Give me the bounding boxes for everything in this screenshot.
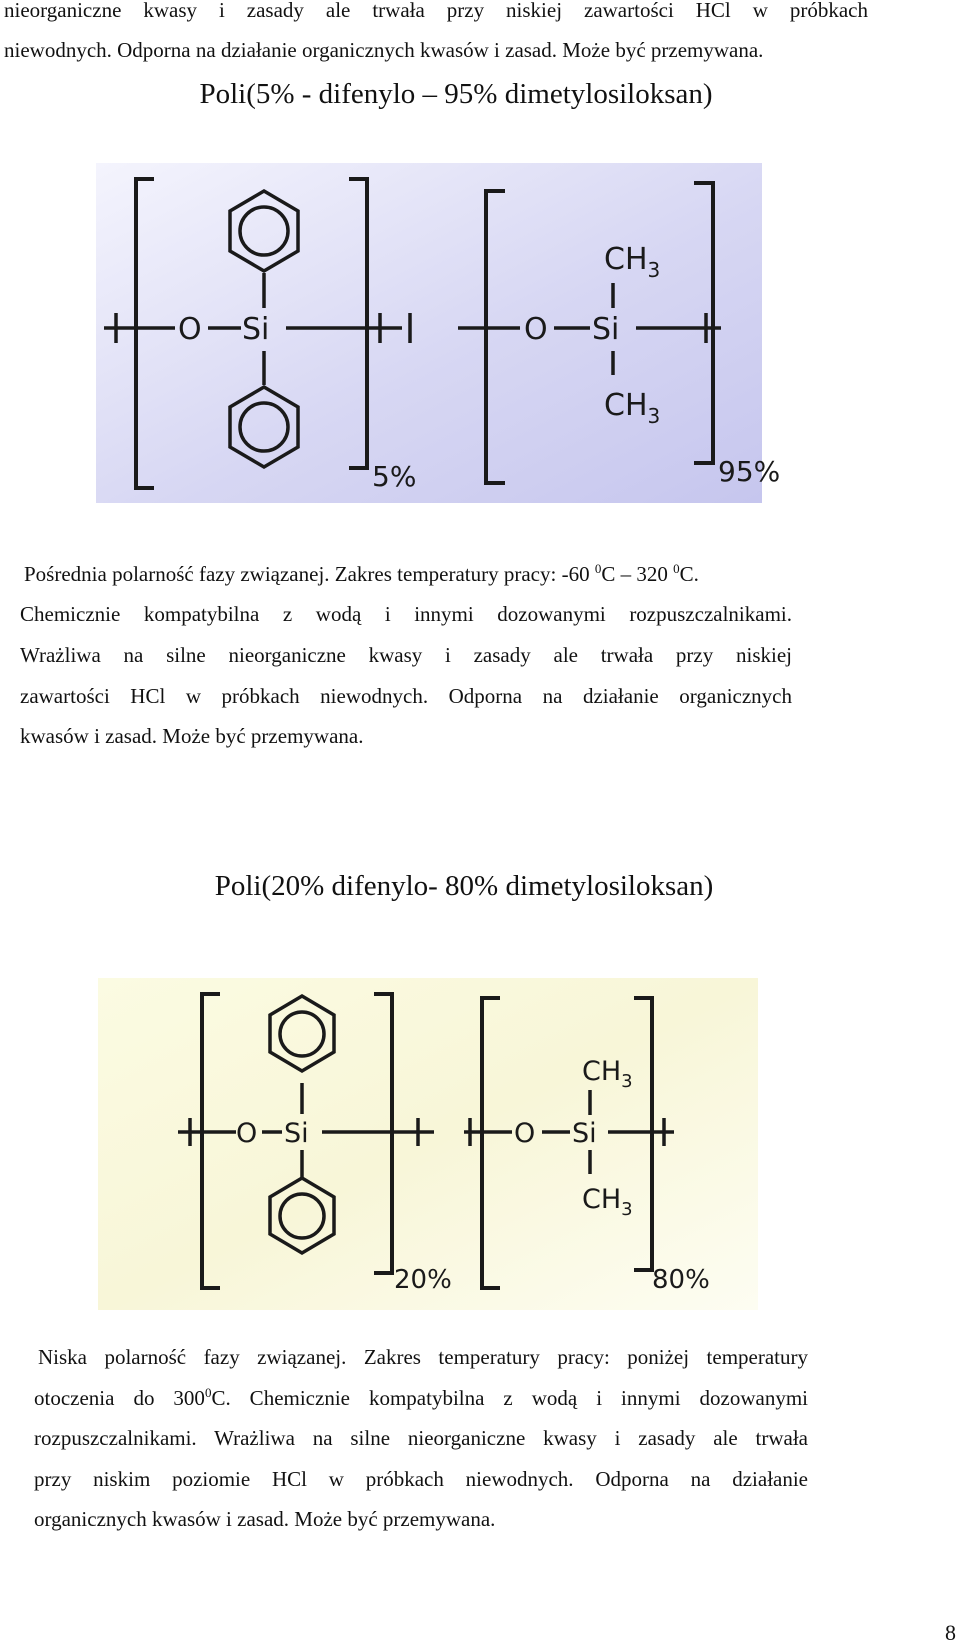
silicon-label: Si	[284, 1118, 309, 1149]
section1-desc-line-1: Pośrednia polarność fazy związanej. Zakres temperatury pracy: -60 $^0$C – 320 $^0$C.	[24, 561, 699, 586]
methyl-label: $CH_3$	[604, 242, 661, 282]
oxygen-label: O	[236, 1118, 258, 1149]
methyl-label: $CH_3$	[604, 388, 661, 428]
silicon-label: Si	[242, 312, 270, 347]
percent-label-methyl: 95%	[718, 455, 781, 488]
silicon-label: Si	[592, 312, 620, 347]
section1-title: Poli(5% - difenylo – 95% dimetylosiloksan)	[199, 78, 713, 110]
section2-title: Poli(20% difenylo- 80% dimetylosiloksan)	[214, 870, 714, 902]
percent-label-phenyl: 5%	[372, 460, 417, 493]
section2-desc-line-3: rozpuszczalnikami. Wrażliwa na silne nieorganiczne kwasy i zasady ale trwała	[34, 1426, 808, 1450]
oxygen-label: O	[178, 312, 202, 347]
section2-structure-figure	[98, 978, 758, 1310]
section1-desc-line-3: Wrażliwa na silne nieorganiczne kwasy i zasady ale trwała przy niskiej	[20, 643, 792, 667]
section2-desc-line-1: Niska polarność fazy związanej. Zakres temperatury pracy: poniżej temperatury	[38, 1345, 808, 1369]
methyl-label: $CH_3$	[582, 1184, 633, 1220]
percent-label-phenyl: 20%	[394, 1265, 452, 1295]
percent-label-methyl: 80%	[652, 1265, 710, 1295]
section2-desc-line-2: otoczenia do $300^0C$. Chemicznie kompatybilna z wodą i innymi dozowanymi	[34, 1385, 809, 1410]
oxygen-label: O	[514, 1118, 536, 1149]
methyl-label: $CH_3$	[582, 1056, 633, 1092]
oxygen-label: O	[524, 312, 548, 347]
section2-desc-line-4: przy niskim poziomie HCl w próbkach niewodnych. Odporna na działanie	[34, 1467, 808, 1491]
top-paragraph-line-1: nieorganiczne kwasy i zasady ale trwała przy niskiej zawartości HCl w próbkach	[4, 0, 868, 22]
section1-structure-figure	[96, 163, 781, 503]
page-number: 8	[945, 1620, 956, 1645]
section1-desc-line-4: zawartości HCl w próbkach niewodnych. Odporna na działanie organicznych	[20, 684, 792, 708]
top-paragraph-line-2: niewodnych. Odporna na działanie organicznych kwasów i zasad. Może być przemywana.	[4, 38, 764, 62]
section2-desc-line-5: organicznych kwasów i zasad. Może być przemywana.	[34, 1507, 496, 1531]
silicon-label: Si	[572, 1118, 597, 1149]
section1-desc-line-2: Chemicznie kompatybilna z wodą i innymi dozowanymi rozpuszczalnikami.	[20, 602, 792, 626]
section1-desc-line-5: kwasów i zasad. Może być przemywana.	[20, 724, 364, 748]
